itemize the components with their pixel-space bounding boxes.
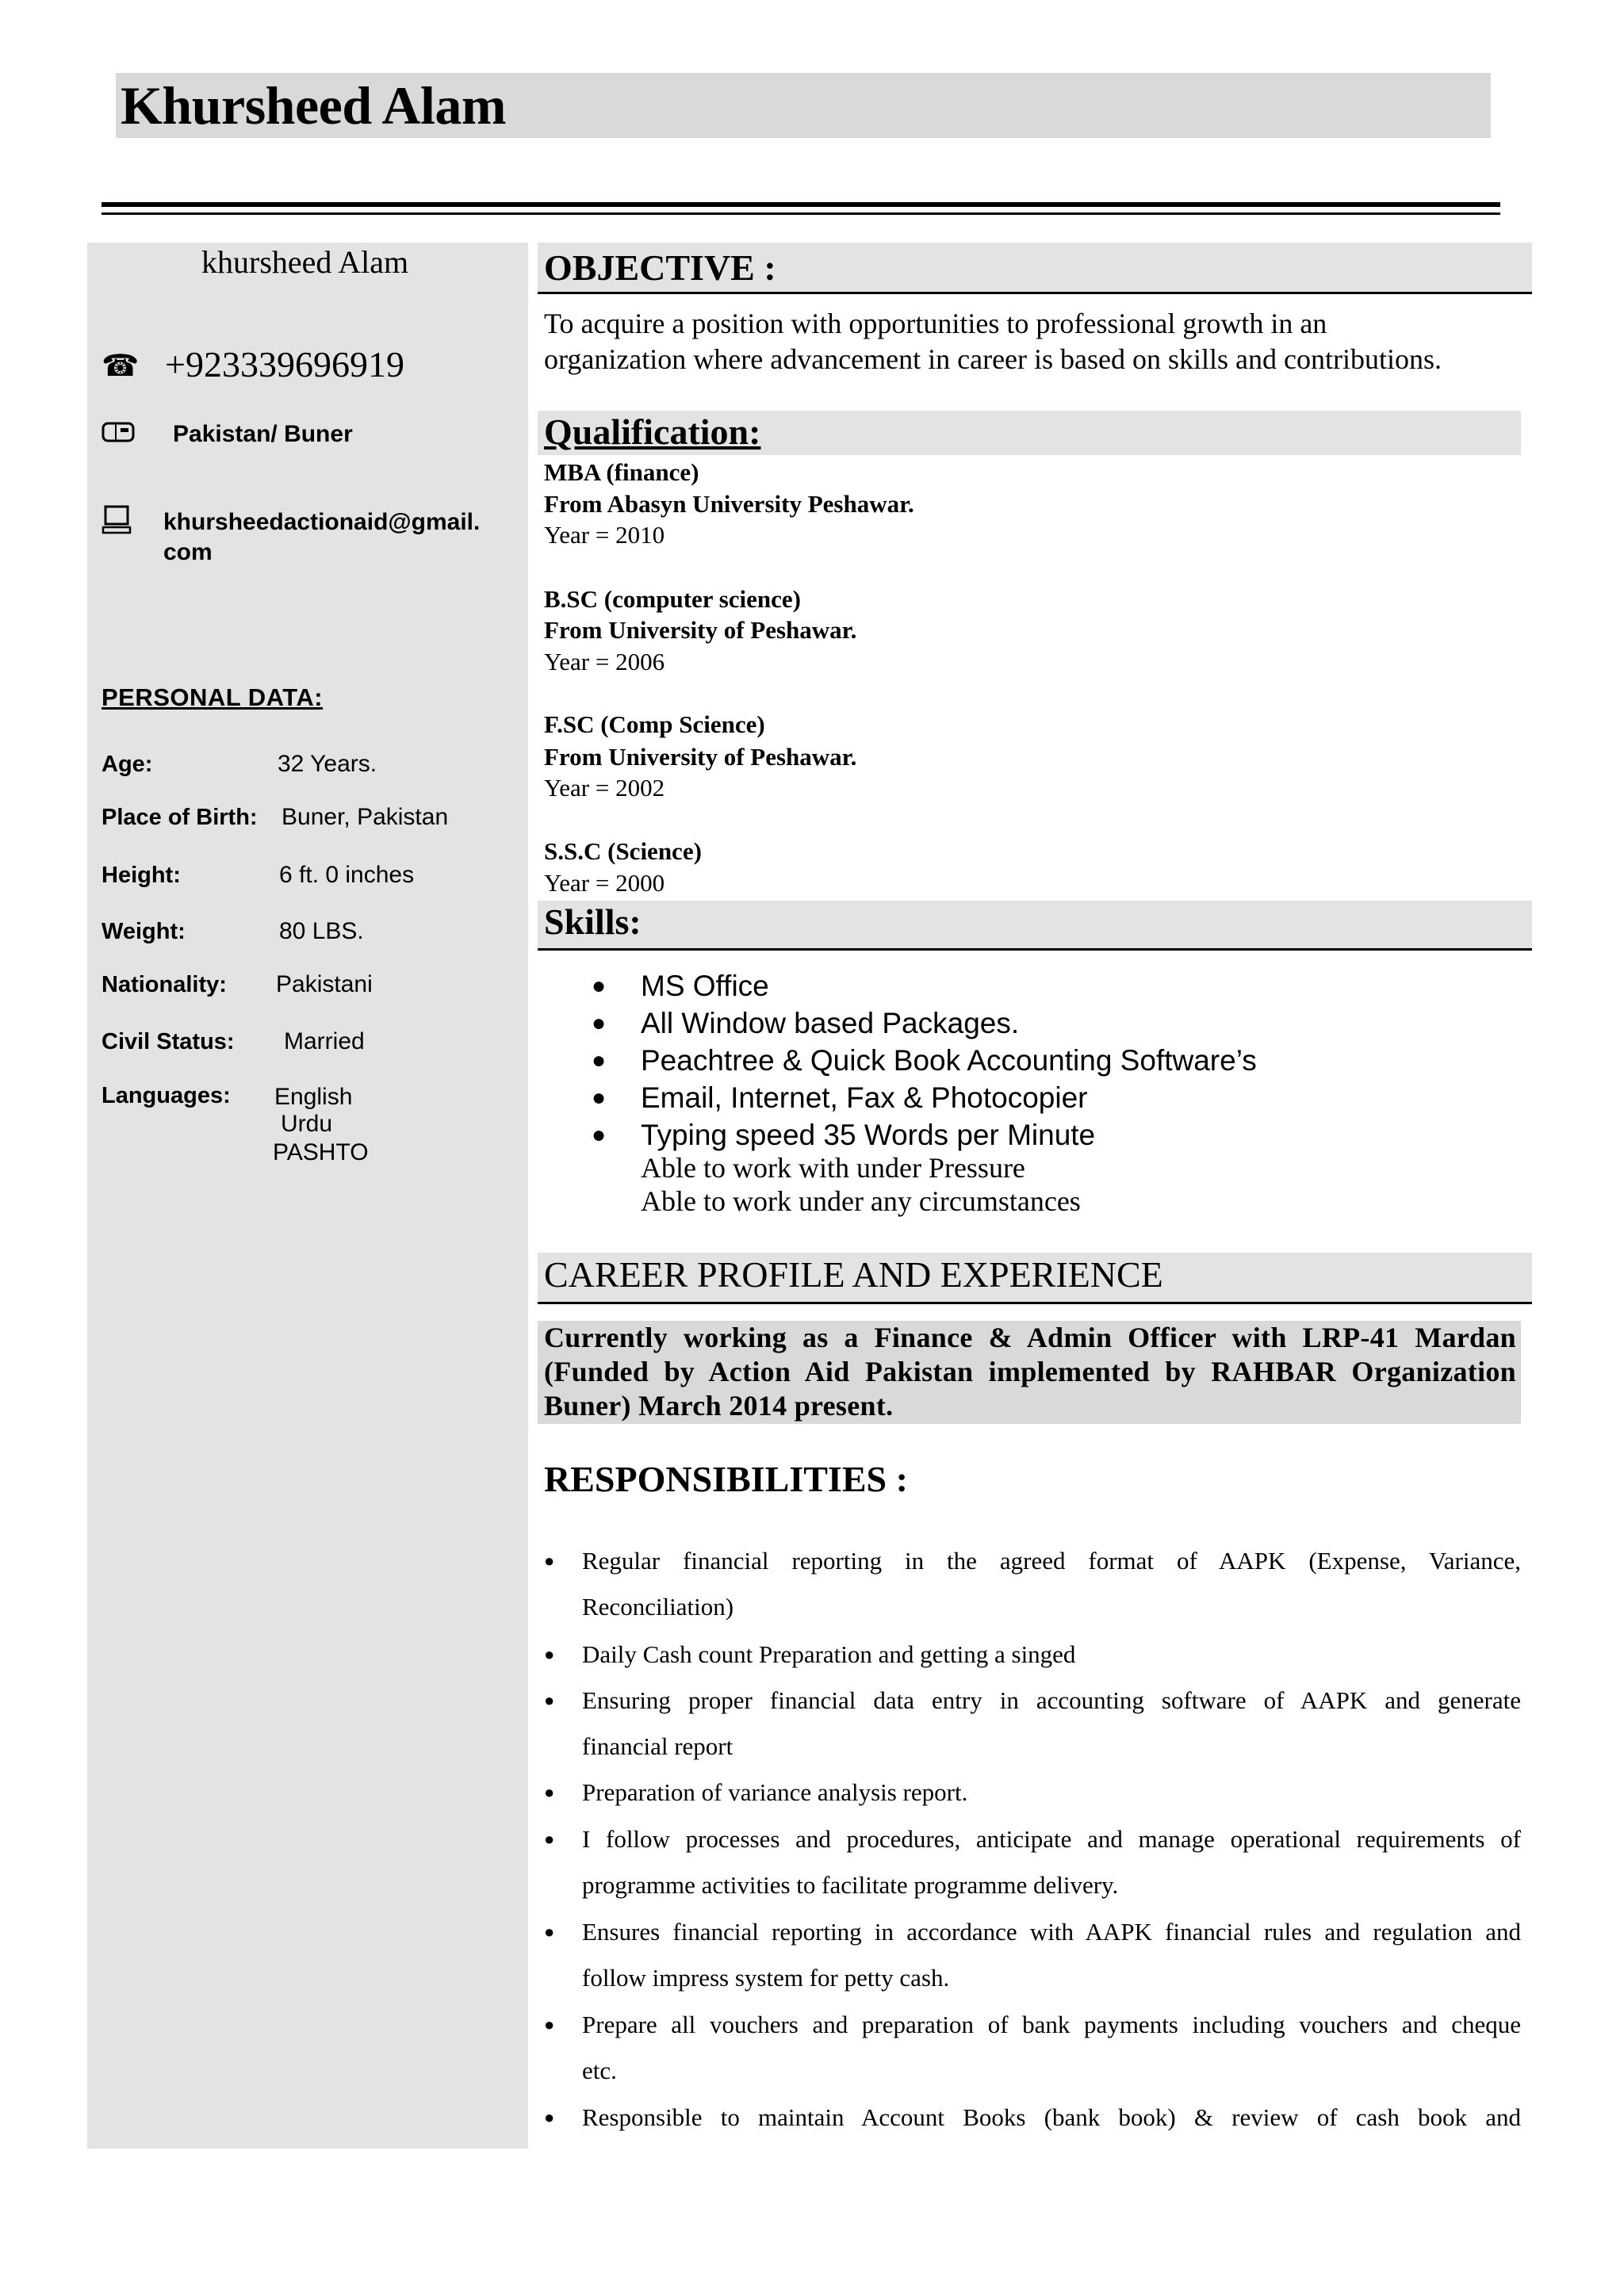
responsibility-item [544, 1770, 1521, 1816]
age-label: Age: [102, 752, 153, 777]
responsibility-line: financial report [582, 1732, 733, 1760]
qualification-degree: B.SC (computer science) [544, 585, 802, 613]
responsibility-line: Preparation of variance analysis report. [582, 1778, 968, 1806]
height-value: 6 ft. 0 inches [279, 862, 415, 888]
weight-value: 80 LBS. [279, 918, 364, 944]
location: Pakistan/ Buner [173, 421, 353, 447]
skill-note: Able to work under any circumstances [641, 1185, 1081, 1217]
birthplace-value: Buner, Pakistan [282, 804, 449, 830]
resume-title: Khursheed Alam [121, 75, 507, 136]
phone-icon: ☎ [102, 350, 140, 383]
current-position-line: (Funded by Action Aid Pakistan implemented by RAHBAR Organization [544, 1356, 1516, 1387]
responsibility-line: Daily Cash count Preparation and getting a singed [582, 1640, 1076, 1668]
qualification-year: Year = 2002 [544, 774, 665, 802]
objective-line: To acquire a position with opportunities to professional growth in an [544, 308, 1327, 339]
bullet-icon: ● [544, 2015, 555, 2034]
objective-line: organization where advancement in career is based on skills and contributions. [544, 343, 1442, 375]
responsibility-item [544, 1816, 1521, 1908]
responsibility-line: Reconciliation) [582, 1593, 734, 1621]
bullet-icon: ● [592, 1010, 607, 1036]
responsibility-item [544, 1909, 1521, 2001]
responsibility-line: Prepare all vouchers and preparation of bank payments including vouchers and cheque [582, 2011, 1521, 2038]
bullet-icon: ● [592, 1122, 607, 1148]
bullet-icon: ● [544, 1782, 555, 1802]
skill-item: Peachtree & Quick Book Accounting Software’s [641, 1044, 1257, 1077]
bullet-icon: ● [544, 1829, 555, 1849]
responsibility-line: I follow processes and procedures, anticipate and manage operational requirements of [582, 1825, 1521, 1853]
responsibility-line: programme activities to facilitate programme delivery. [582, 1871, 1119, 1899]
responsibility-item [544, 1538, 1521, 1630]
bullet-icon: ● [592, 973, 607, 999]
skill-item: Email, Internet, Fax & Photocopier [641, 1081, 1088, 1114]
bullet-icon: ● [544, 1922, 555, 1942]
skill-item: MS Office [641, 970, 769, 1002]
age-value: 32 Years. [278, 751, 377, 777]
responsibility-line: Regular financial reporting in the agreed format of AAPK (Expense, Variance, [582, 1547, 1521, 1575]
career-heading: CAREER PROFILE AND EXPERIENCE [544, 1254, 1163, 1295]
qualification-year: Year = 2010 [544, 521, 665, 549]
skill-note: Able to work with under Pressure [641, 1152, 1025, 1184]
nationality-label: Nationality: [102, 972, 227, 997]
bullet-icon: ● [544, 1551, 555, 1571]
qualification-year: Year = 2000 [544, 869, 665, 897]
responsibility-line: follow impress system for petty cash. [582, 1964, 950, 1992]
responsibility-item [544, 1678, 1521, 1770]
bullet-icon: ● [544, 2107, 555, 2127]
qualification-year: Year = 2006 [544, 648, 665, 675]
civil-status-value: Married [284, 1028, 365, 1054]
language-item: PASHTO [273, 1139, 369, 1165]
mailbox-icon [102, 417, 136, 450]
nationality-value: Pakistani [276, 971, 373, 997]
responsibility-item [544, 1632, 1521, 1678]
language-item: Urdu [281, 1111, 333, 1137]
responsibility-line: Ensuring proper financial data entry in accounting software of AAPK and generate [582, 1686, 1521, 1714]
email[interactable]: khursheedactionaid@gmail. com [163, 509, 481, 565]
languages-label: Languages: [102, 1083, 231, 1108]
career-heading-rule [538, 1302, 1532, 1304]
skills-heading-bar [538, 901, 1532, 948]
responsibility-line: etc. [582, 2057, 617, 2084]
skills-heading-rule [538, 948, 1532, 951]
responsibility-item [544, 2095, 1521, 2141]
phone-number: +923339696919 [165, 344, 404, 385]
bullet-icon: ● [544, 1690, 555, 1710]
qualification-degree: MBA (finance) [544, 458, 699, 486]
personal-data-heading: PERSONAL DATA: [102, 683, 324, 711]
computer-icon [102, 504, 133, 540]
responsibilities-heading: RESPONSIBILITIES : [544, 1459, 908, 1499]
language-item: English [274, 1084, 353, 1110]
bullet-icon: ● [592, 1085, 607, 1111]
objective-heading-rule [538, 292, 1532, 294]
qualification-heading: Qualification: [544, 411, 761, 452]
current-position-line: Buner) March 2014 present. [544, 1390, 894, 1422]
civil-status-label: Civil Status: [102, 1029, 235, 1054]
responsibility-item [544, 2002, 1521, 2094]
qualification-degree: S.S.C (Science) [544, 837, 702, 865]
skill-item: All Window based Packages. [641, 1007, 1020, 1039]
responsibility-line: Responsible to maintain Account Books (bank book) & review of cash book and [582, 2103, 1521, 2131]
qualification-institution: From University of Peshawar. [544, 616, 857, 644]
qualification-institution: From University of Peshawar. [544, 743, 857, 771]
bullet-icon: ● [592, 1047, 607, 1073]
qualification-institution: From Abasyn University Peshawar. [544, 490, 914, 518]
header-divider [102, 202, 1500, 207]
skills-heading: Skills: [544, 901, 642, 942]
height-label: Height: [102, 863, 181, 888]
bullet-icon: ● [544, 1644, 555, 1664]
header-divider-thin [102, 212, 1500, 215]
weight-label: Weight: [102, 919, 186, 944]
current-position-line: Currently working as a Finance & Admin Officer with LRP-41 Mardan [544, 1322, 1516, 1353]
skill-item: Typing speed 35 Words per Minute [641, 1119, 1096, 1151]
objective-heading: OBJECTIVE : [544, 247, 776, 288]
responsibility-line: Ensures financial reporting in accordance with AAPK financial rules and regulation and [582, 1918, 1521, 1946]
birthplace-label: Place of Birth: [102, 805, 258, 830]
sidebar-name: khursheed Alam [201, 244, 409, 280]
qualification-degree: F.SC (Comp Science) [544, 710, 765, 738]
